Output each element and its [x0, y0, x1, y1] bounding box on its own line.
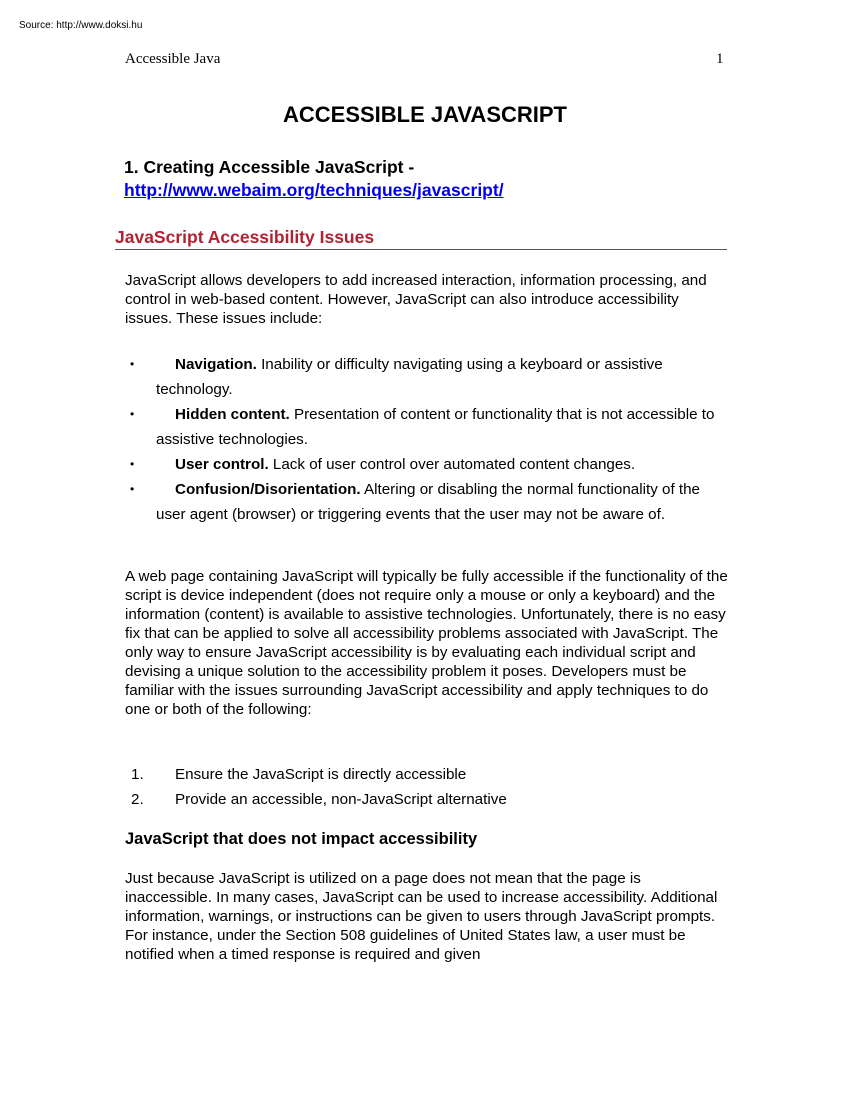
bullet-text: Altering or disabling the normal functionality of the user agent (browser) or triggering events that the user may not be aware of.: [156, 481, 701, 523]
issues-list: [125, 352, 730, 527]
bullet-term: Hidden content.: [175, 406, 290, 423]
running-header: Accessible Java: [125, 51, 221, 67]
bullet-term: Confusion/Disorientation.: [175, 481, 361, 498]
issues-heading: JavaScript Accessibility Issues: [115, 227, 375, 247]
bullet-icon: •: [130, 457, 135, 471]
bullet-text: Presentation of content or functionality that is not accessible to assistive technologies.: [156, 406, 715, 448]
step-text: Provide an accessible, non-JavaScript alternative: [175, 791, 507, 808]
steps-list: [125, 762, 730, 812]
bullet-text: Lack of user control over automated content changes.: [268, 456, 636, 473]
bullet-icon: •: [130, 482, 135, 496]
list-item: [125, 477, 730, 527]
bullet-icon: •: [130, 407, 135, 421]
step-number: 2.: [131, 791, 144, 808]
bullet-text: Inability or difficulty navigating using a keyboard or assistive technology.: [156, 356, 663, 398]
source-note: Source: http://www.doksi.hu: [19, 20, 143, 31]
list-item: [125, 762, 730, 787]
document-title: ACCESSIBLE JAVASCRIPT: [282, 102, 567, 127]
list-item: [125, 787, 730, 812]
bullet-term: User control.: [175, 456, 269, 473]
no-impact-paragraph: Just because JavaScript is utilized on a page does not mean that the page is inaccessible. In many cases, JavaScript can be used to increase accessibility. Additional information, warnings, or instructions can be given to users through JavaScript prompts. For instance, under the Section 508 guidelines of United States law, a user must be notified when a timed response is required and given: [125, 870, 718, 963]
list-item: [125, 352, 730, 402]
intro-paragraph: JavaScript allows developers to add increased interaction, information processing, and control in web-based content. However, JavaScript can also introduce accessibility issues. These issues include:: [125, 272, 707, 327]
step-number: 1.: [131, 766, 144, 783]
page-number: 1: [716, 51, 724, 67]
bullet-icon: •: [130, 357, 135, 371]
no-impact-heading: JavaScript that does not impact accessibility: [125, 830, 478, 848]
webaim-link[interactable]: http://www.webaim.org/techniques/javascript/: [124, 180, 504, 200]
section-heading: 1. Creating Accessible JavaScript -: [124, 157, 415, 177]
step-text: Ensure the JavaScript is directly accessible: [175, 766, 467, 783]
heading-rule: [115, 249, 727, 250]
body-paragraph: A web page containing JavaScript will typically be fully accessible if the functionality of the script is device independent (does not require only a mouse or only a keyboard) and the information (content) is available to assistive technologies. Unfortunately, there is no easy fix that can be applied to solve all accessibility problems associated with JavaScript. The only way to ensure JavaScript accessibility is by evaluating each individual script and devising a unique solution to the accessibility problem it poses. Developers must be familiar with the issues surrounding JavaScript accessibility and apply techniques to do one or both of the following:: [125, 568, 728, 718]
bullet-term: Navigation.: [175, 356, 257, 373]
list-item: [125, 452, 730, 477]
list-item: [125, 402, 730, 452]
